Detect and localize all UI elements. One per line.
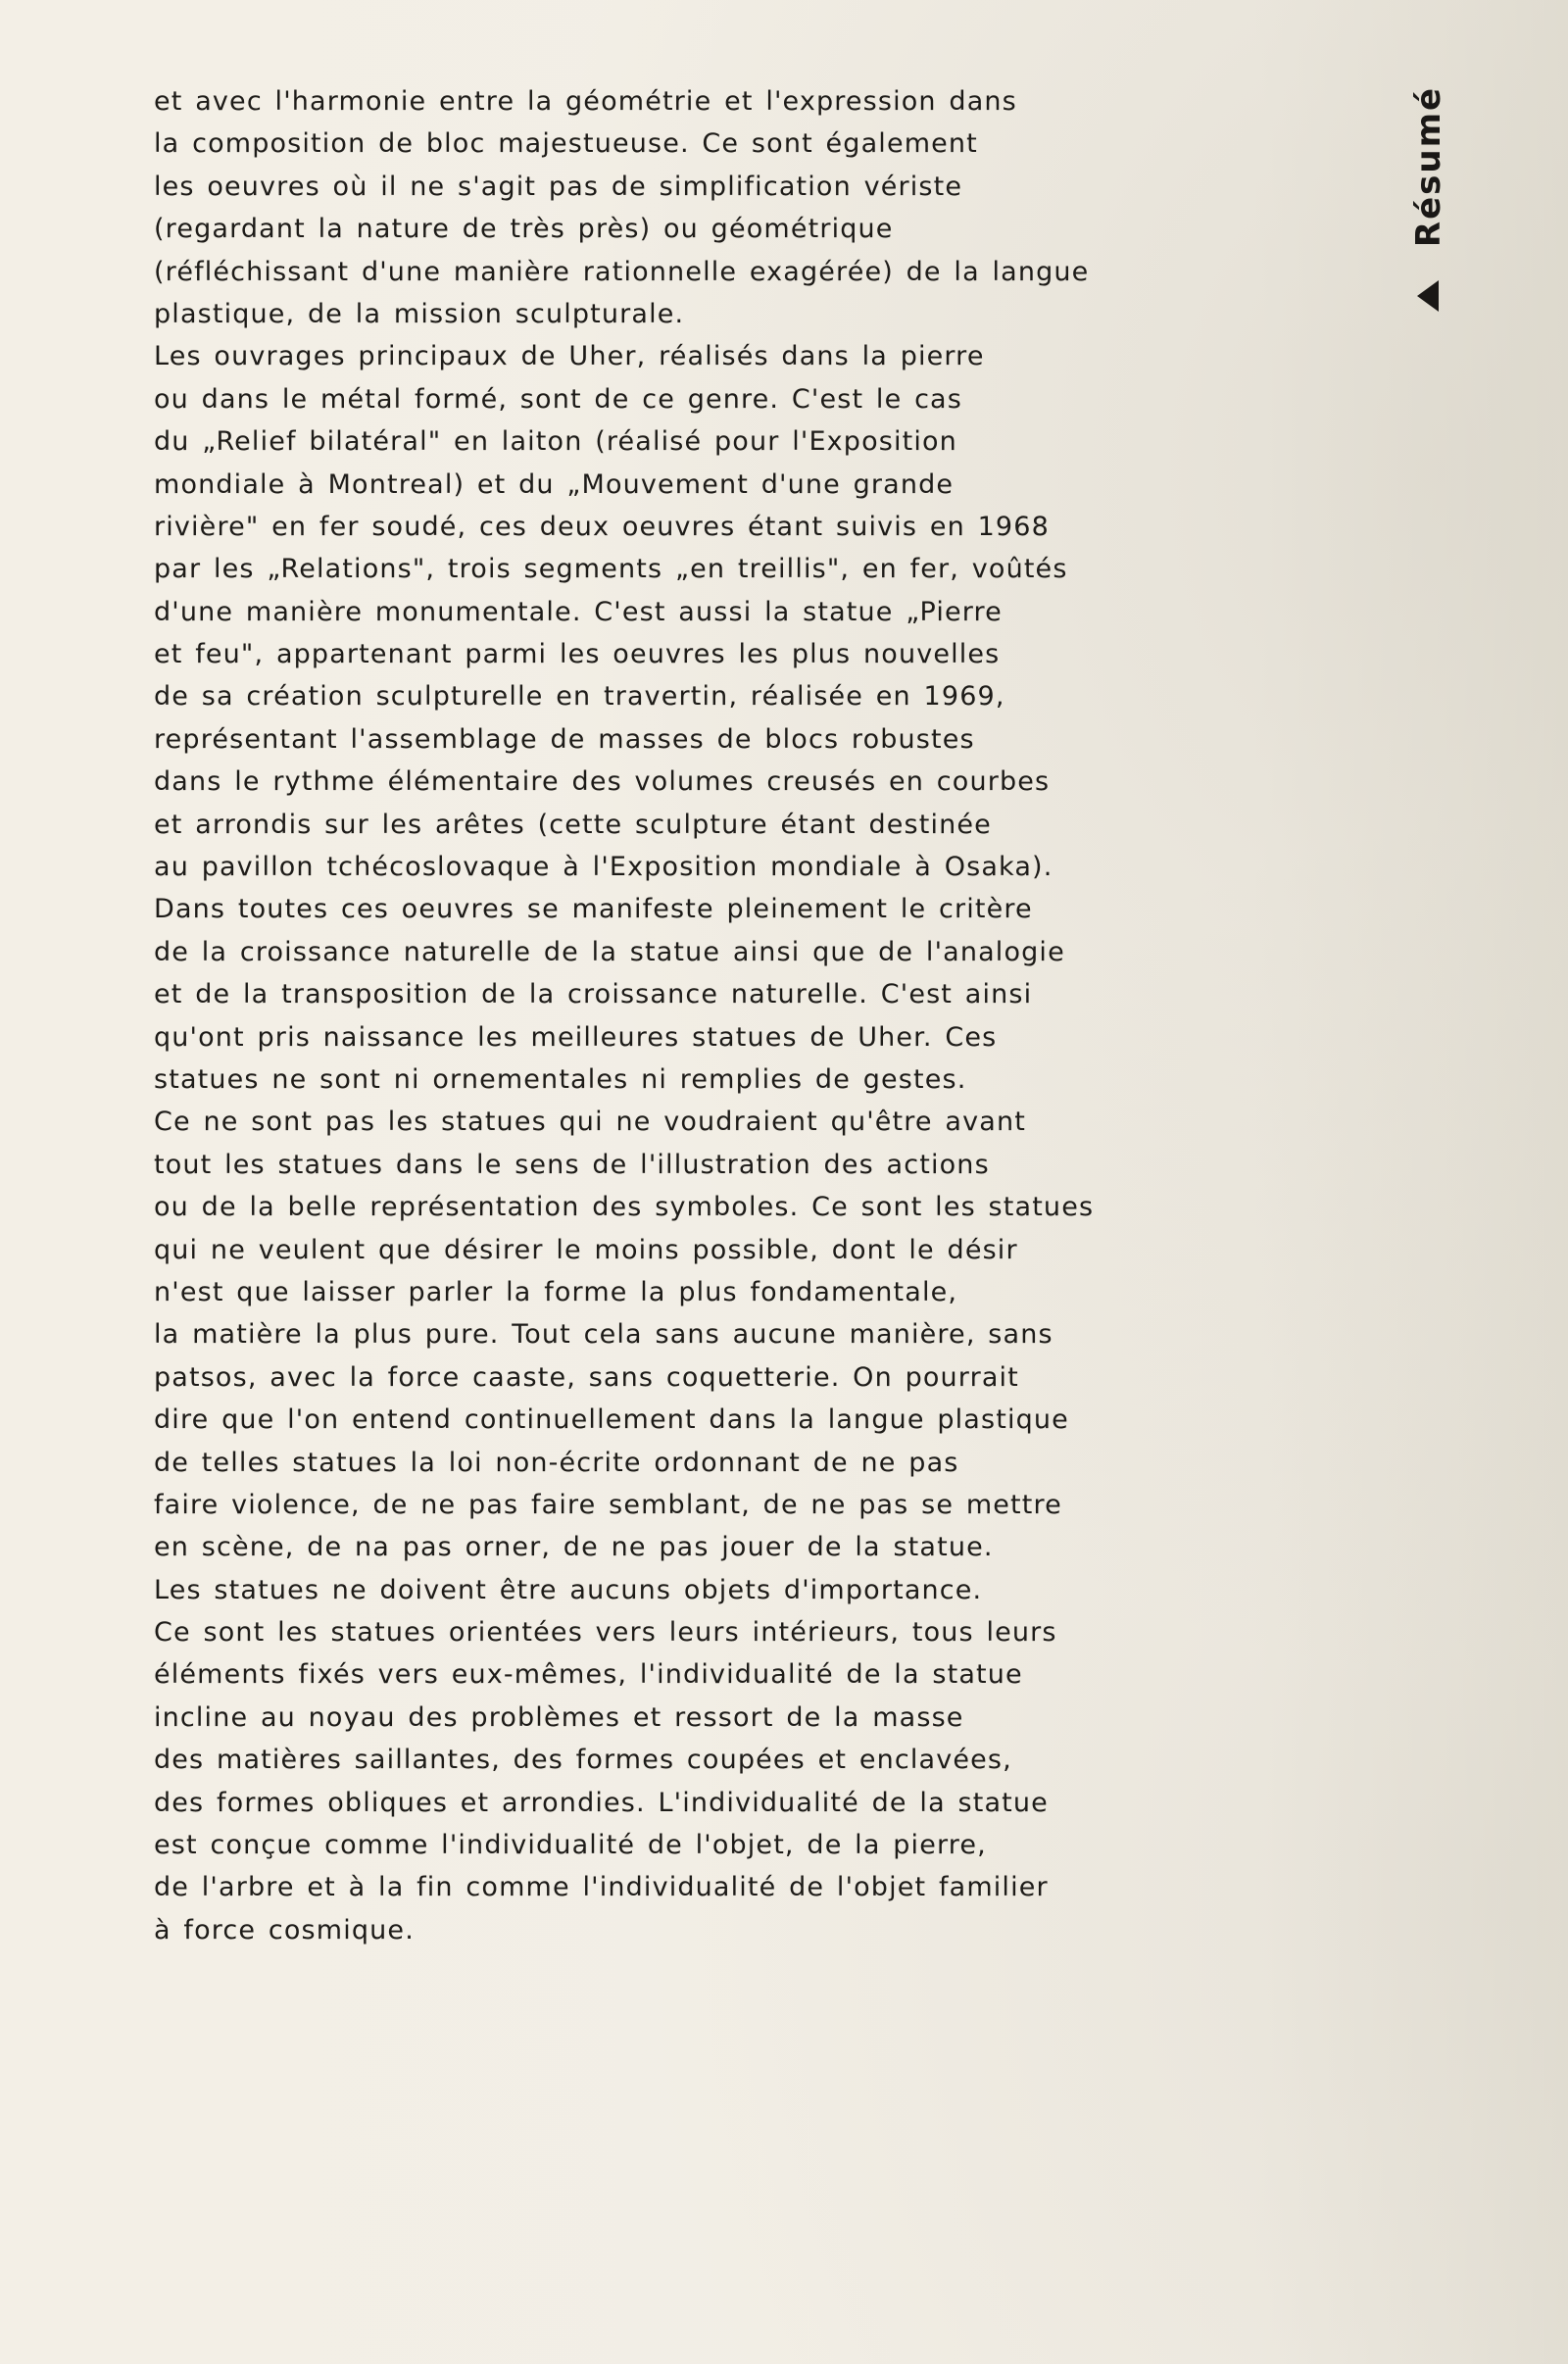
- text-line: patsos, avec la force caaste, sans coquetterie. On pourrait: [154, 1361, 1019, 1393]
- text-line: ou de la belle représentation des symboles. Ce sont les statues: [154, 1192, 1095, 1223]
- text-line: Les ouvrages principaux de Uher, réalisés dans la pierre: [154, 341, 985, 372]
- body-text: [154, 80, 1134, 1951]
- text-line: mondiale à Montreal) et du „Mouvement d'une grande: [154, 468, 955, 500]
- text-line: en scène, de na pas orner, de ne pas jouer de la statue.: [154, 1532, 994, 1563]
- text-line: plastique, de la mission sculpturale.: [154, 298, 685, 329]
- text-line: tout les statues dans le sens de l'illustration des actions: [154, 1149, 990, 1180]
- text-line: dans le rythme élémentaire des volumes creusés en courbes: [154, 766, 1051, 798]
- text-line: Les statues ne doivent être aucuns objets d'importance.: [154, 1574, 983, 1605]
- text-line: est conçue comme l'individualité de l'objet, de la pierre,: [154, 1830, 987, 1861]
- text-line: (réfléchissant d'une manière rationnelle exagérée) de la langue: [154, 256, 1090, 287]
- text-line: d'une manière monumentale. C'est aussi la statue „Pierre: [154, 596, 1003, 627]
- text-line: la composition de bloc majestueuse. Ce sont également: [154, 128, 978, 160]
- triangle-left-icon: [1417, 280, 1439, 312]
- text-line: des matières saillantes, des formes coupées et enclavées,: [154, 1745, 1012, 1776]
- resume-side-tab[interactable]: [1390, 59, 1468, 323]
- text-line: les oeuvres où il ne s'agit pas de simplification vériste: [154, 171, 963, 202]
- text-line: la matière la plus pure. Tout cela sans aucune manière, sans: [154, 1319, 1054, 1351]
- text-line: Ce sont les statues orientées vers leurs intérieurs, tous leurs: [154, 1617, 1057, 1649]
- text-line: rivière" en fer soudé, ces deux oeuvres étant suivis en 1968: [154, 511, 1050, 542]
- text-line: incline au noyau des problèmes et ressort de la masse: [154, 1701, 964, 1733]
- text-line: par les „Relations", trois segments „en treillis", en fer, voûtés: [154, 554, 1068, 585]
- text-line: de telles statues la loi non-écrite ordonnant de ne pas: [154, 1447, 959, 1478]
- text-line: de l'arbre et à la fin comme l'individualité de l'objet familier: [154, 1872, 1049, 1903]
- text-line: qu'ont pris naissance les meilleures statues de Uher. Ces: [154, 1021, 998, 1053]
- text-line: Dans toutes ces oeuvres se manifeste pleinement le critère: [154, 894, 1033, 925]
- text-line: qui ne veulent que désirer le moins possible, dont le désir: [154, 1234, 1018, 1265]
- text-line: et de la transposition de la croissance naturelle. C'est ainsi: [154, 979, 1033, 1010]
- text-line: statues ne sont ni ornementales ni remplies de gestes.: [154, 1063, 967, 1095]
- text-line: dire que l'on entend continuellement dans la langue plastique: [154, 1404, 1069, 1436]
- text-line: des formes obliques et arrondies. L'individualité de la statue: [154, 1787, 1049, 1818]
- text-line: éléments fixés vers eux-mêmes, l'individualité de la statue: [154, 1659, 1023, 1691]
- text-line: (regardant la nature de très près) ou géométrique: [154, 214, 894, 245]
- text-line: à force cosmique.: [154, 1914, 415, 1945]
- text-line: faire violence, de ne pas faire semblant, de ne pas se mettre: [154, 1489, 1062, 1520]
- text-line: et avec l'harmonie entre la géométrie et l'expression dans: [154, 86, 1017, 117]
- text-line: et feu", appartenant parmi les oeuvres les plus nouvelles: [154, 639, 1001, 670]
- text-line: n'est que laisser parler la forme la plus fondamentale,: [154, 1276, 958, 1307]
- text-line: ou dans le métal formé, sont de ce genre. C'est le cas: [154, 383, 962, 415]
- text-line: du „Relief bilatéral" en laiton (réalisé pour l'Exposition: [154, 426, 957, 458]
- text-line: de la croissance naturelle de la statue ainsi que de l'analogie: [154, 936, 1065, 967]
- text-line: au pavillon tchécoslovaque à l'Exposition mondiale à Osaka).: [154, 852, 1054, 883]
- text-line: représentant l'assemblage de masses de blocs robustes: [154, 723, 975, 755]
- text-line: Ce ne sont pas les statues qui ne voudraient qu'être avant: [154, 1107, 1026, 1138]
- text-line: et arrondis sur les arêtes (cette sculpture étant destinée: [154, 809, 992, 840]
- text-line: de sa création sculpturelle en travertin, réalisée en 1969,: [154, 681, 1005, 713]
- resume-label: Résumé: [1409, 85, 1448, 248]
